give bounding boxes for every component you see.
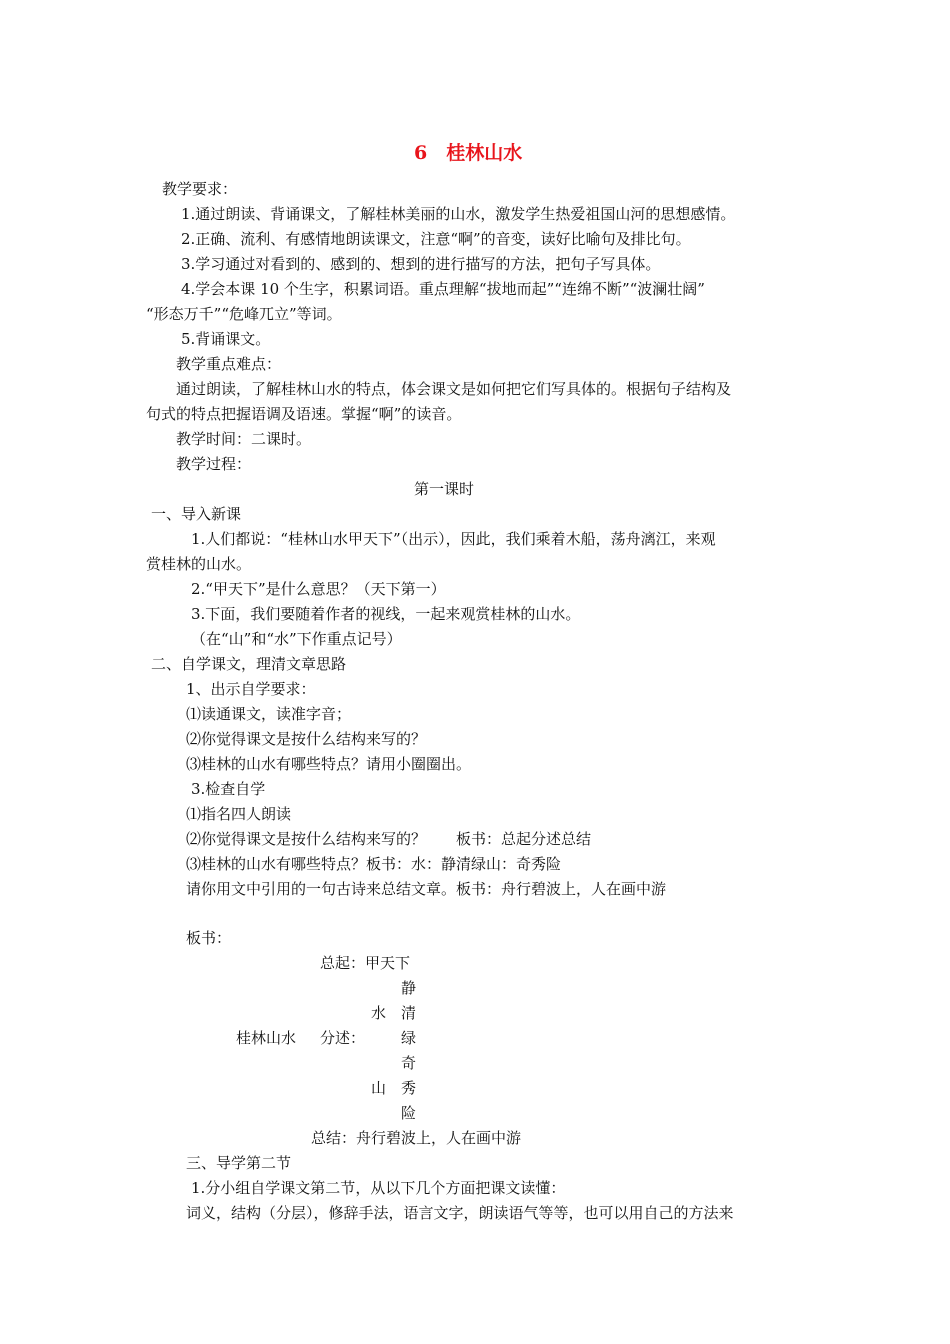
section-line: ⑴读通课文，读准字音； bbox=[186, 705, 352, 723]
section-line: ⑶桂林的山水有哪些特点？板书：水：静清绿山：奇秀险 bbox=[186, 855, 562, 873]
requirement-line: “形态万千”“危峰兀立”等词。 bbox=[146, 305, 342, 323]
section-line: 1.分小组自学课文第二节，从以下几个方面把课文读懂： bbox=[191, 1179, 566, 1197]
board-mountain-trait: 险 bbox=[401, 1104, 417, 1122]
section-line: 请你用文中引用的一句古诗来总结文章。板书：舟行碧波上，人在画中游 bbox=[186, 880, 667, 898]
board-divide: 分述： bbox=[320, 1029, 366, 1047]
section-line: 词义，结构（分层），修辞手法，语言文字，朗读语气等等，也可以用自己的方法来 bbox=[186, 1204, 734, 1222]
requirement-line: 4.学会本课 10 个生字，积累词语。重点理解“拔地而起”“连绵不断”“波澜壮阔” bbox=[181, 280, 705, 298]
section-line: （在“山”和“水”下作重点记号） bbox=[191, 630, 402, 648]
requirement-line: 3.学习通过对看到的、感到的、想到的进行描写的方法，把句子写具体。 bbox=[181, 255, 661, 273]
board-water-label: 水 bbox=[371, 1004, 387, 1022]
section-heading: 三、导学第二节 bbox=[186, 1154, 292, 1172]
board-mountain-label: 山 bbox=[371, 1079, 387, 1097]
board-water-trait: 静 bbox=[401, 979, 417, 997]
lesson-title: 第一课时 bbox=[414, 480, 475, 498]
requirement-line: 2.正确、流利、有感情地朗读课文，注意“啊”的音变，读好比喻句及排比句。 bbox=[181, 230, 691, 248]
section-line: 1、出示自学要求： bbox=[186, 680, 316, 698]
section-line: ⑵你觉得课文是按什么结构来写的？ 板书：总起分述总结 bbox=[186, 830, 592, 848]
board-label: 板书： bbox=[186, 929, 232, 947]
section-line: ⑵你觉得课文是按什么结构来写的？ bbox=[186, 730, 427, 748]
section-line: ⑶桂林的山水有哪些特点？请用小圈圈出。 bbox=[186, 755, 472, 773]
section-line: 赏桂林的山水。 bbox=[146, 555, 252, 573]
key-points-line: 句式的特点把握语调及语速。掌握“啊”的读音。 bbox=[146, 405, 462, 423]
key-points-line: 通过朗读，了解桂林山水的特点，体会课文是如何把它们写具体的。根据句子结构及 bbox=[176, 380, 732, 398]
page-title: 6 桂林山水 bbox=[414, 142, 523, 164]
section-line: 2.“甲天下”是什么意思？（天下第一） bbox=[191, 580, 446, 598]
section-heading: 二、自学课文，理清文章思路 bbox=[151, 655, 347, 673]
board-water-trait: 绿 bbox=[401, 1029, 417, 1047]
requirement-line: 1.通过朗读、背诵课文，了解桂林美丽的山水，激发学生热爱祖国山河的思想感情。 bbox=[181, 205, 736, 223]
board-summary: 总结：舟行碧波上，人在画中游 bbox=[311, 1129, 522, 1147]
board-water-trait: 清 bbox=[401, 1004, 417, 1022]
requirements-heading: 教学要求： bbox=[162, 180, 238, 198]
section-line: 3.检查自学 bbox=[191, 780, 266, 798]
board-left-title: 桂林山水 bbox=[236, 1029, 297, 1047]
board-intro: 总起：甲天下 bbox=[320, 954, 411, 972]
section-line: 1.人们都说：“桂林山水甲天下”（出示），因此，我们乘着木船，荡舟漓江，来观 bbox=[191, 530, 716, 548]
requirement-line: 5.背诵课文。 bbox=[181, 330, 271, 348]
teaching-time: 教学时间：二课时。 bbox=[176, 430, 312, 448]
board-mountain-trait: 奇 bbox=[401, 1054, 417, 1072]
key-points-heading: 教学重点难点： bbox=[176, 355, 282, 373]
section-line: ⑴指名四人朗读 bbox=[186, 805, 292, 823]
process-heading: 教学过程： bbox=[176, 455, 252, 473]
board-mountain-trait: 秀 bbox=[401, 1079, 417, 1097]
section-heading: 一、导入新课 bbox=[151, 505, 242, 523]
section-line: 3.下面，我们要随着作者的视线，一起来观赏桂林的山水。 bbox=[191, 605, 581, 623]
